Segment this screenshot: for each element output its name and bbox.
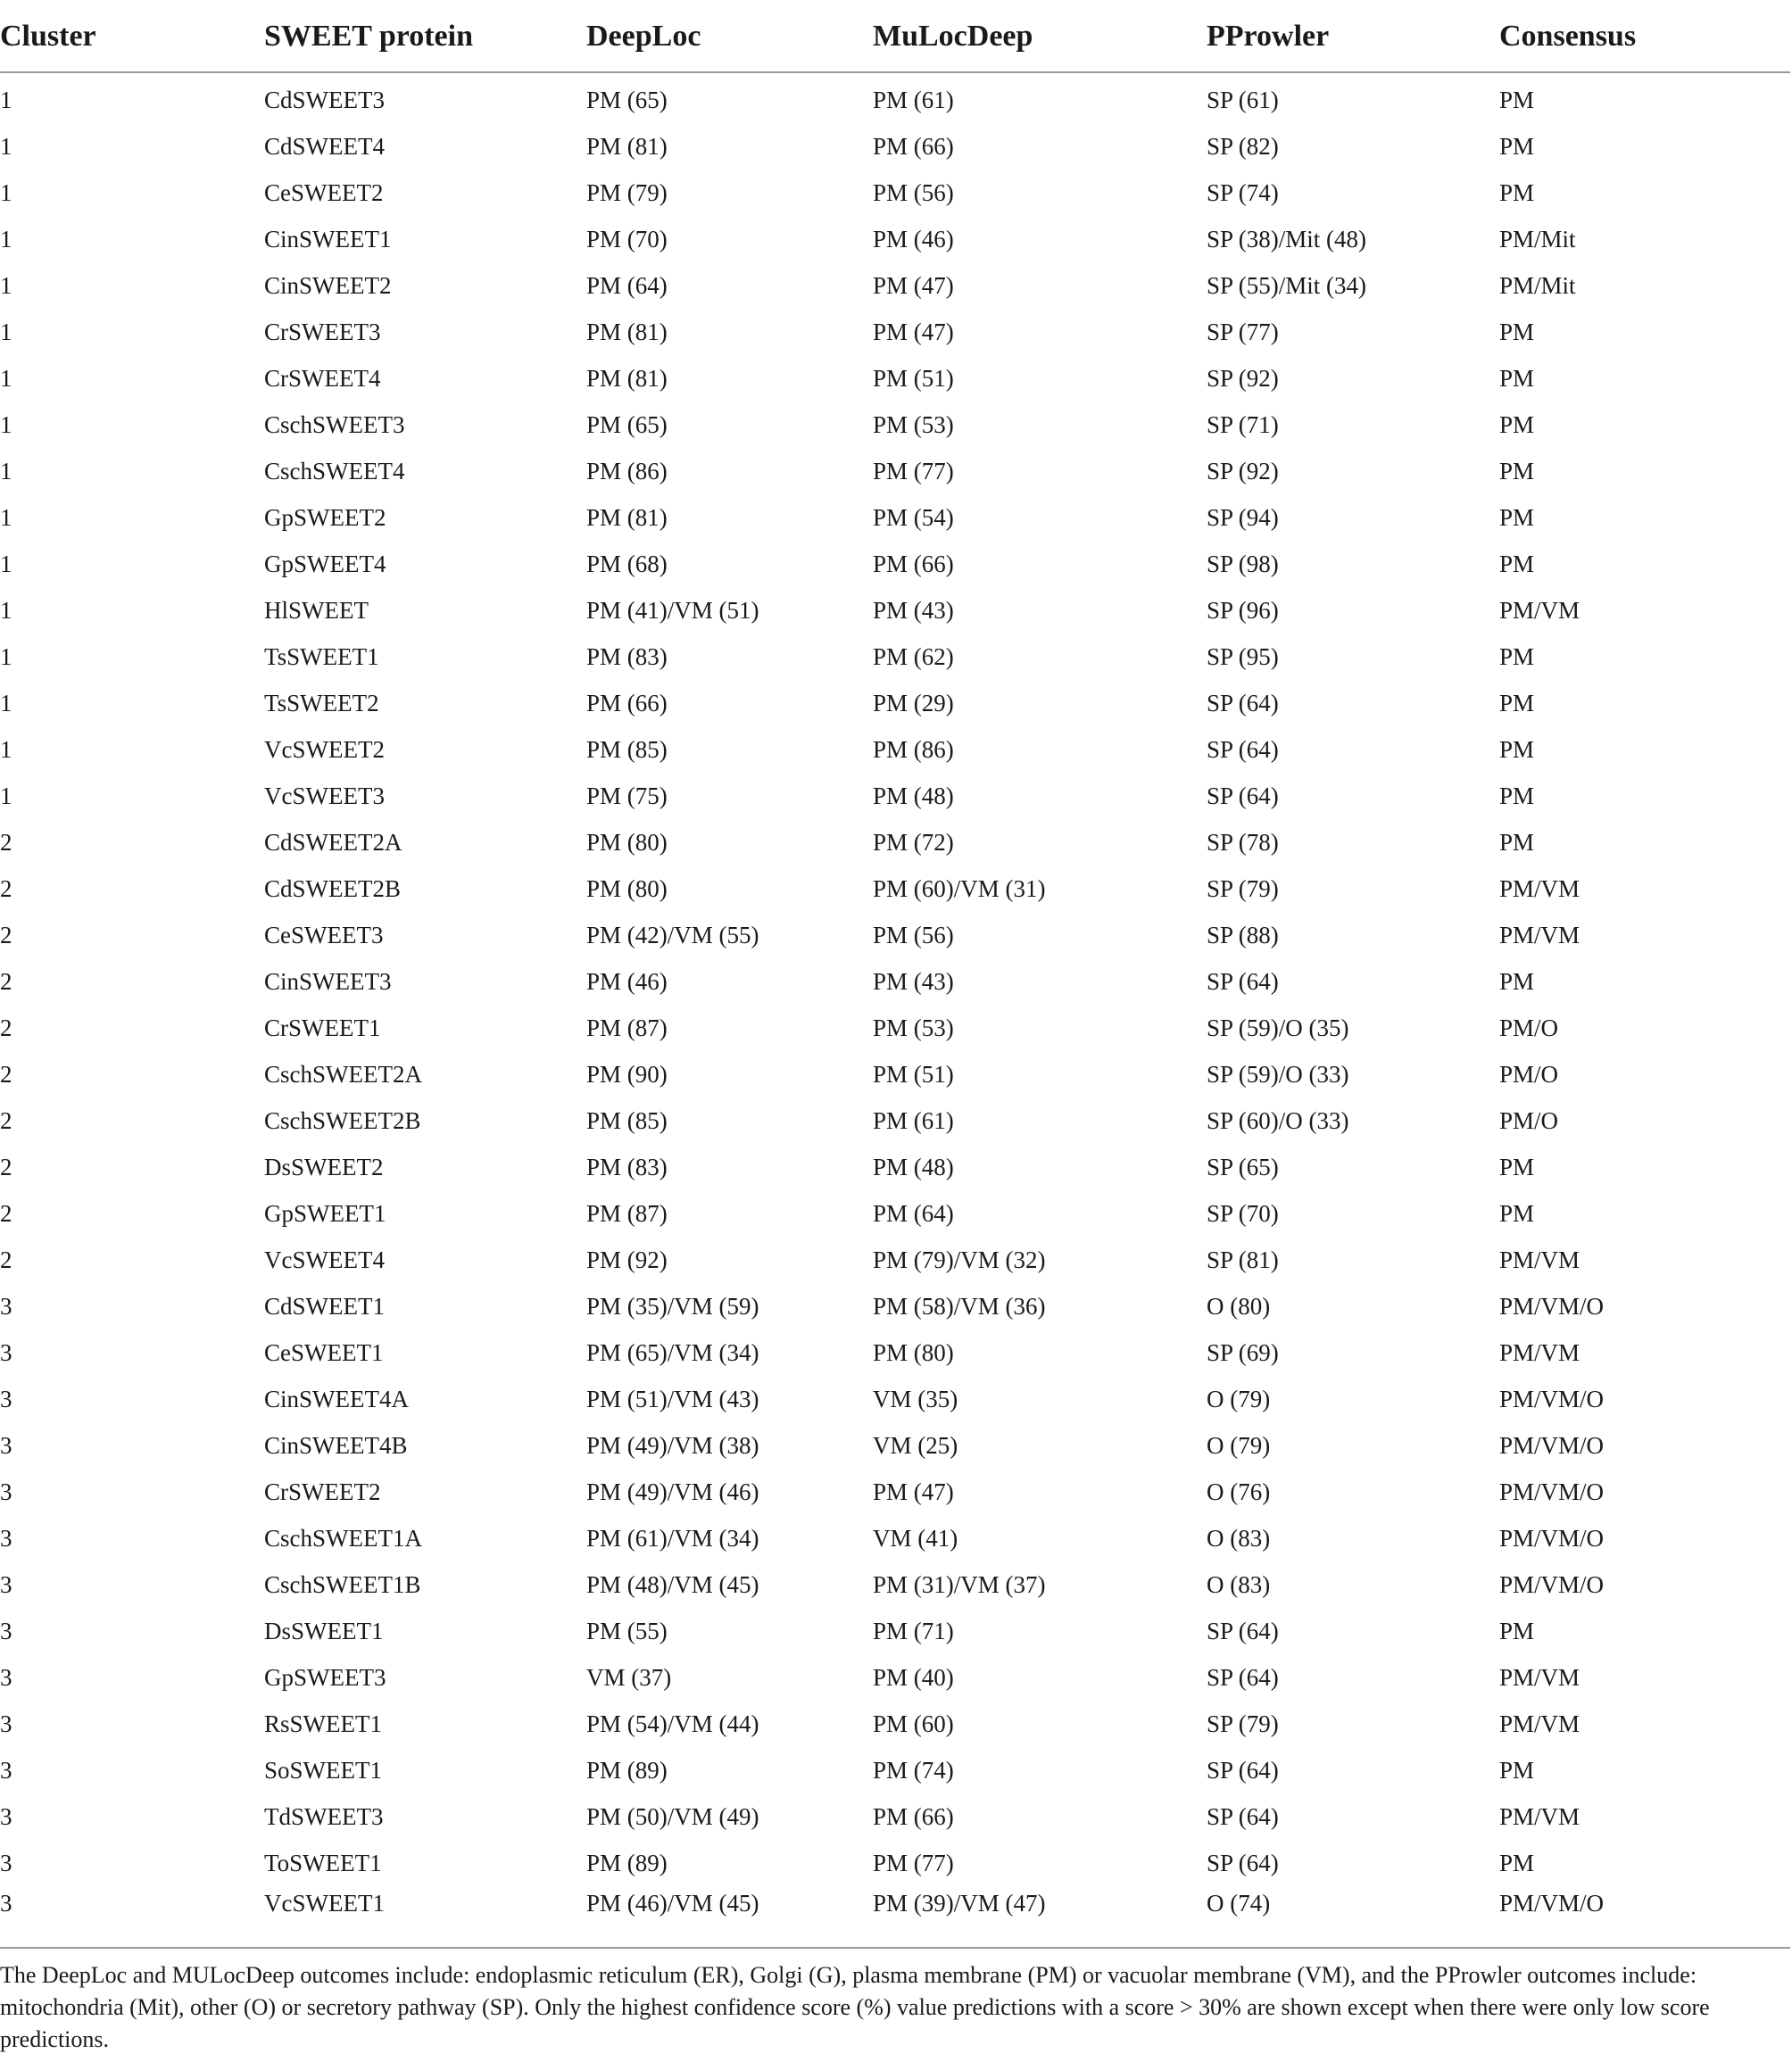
table-row bbox=[0, 1469, 1790, 1515]
pprowler-cell: SP (64) bbox=[1207, 1756, 1279, 1784]
mulocdeep-cell: PM (66) bbox=[873, 132, 954, 160]
cluster-cell: 3 bbox=[0, 1849, 12, 1876]
cluster-cell: 2 bbox=[0, 1153, 12, 1180]
deeploc-cell: PM (79) bbox=[586, 178, 668, 206]
mulocdeep-cell: PM (77) bbox=[873, 457, 954, 484]
table-row bbox=[0, 587, 1790, 634]
consensus-cell: PM/VM bbox=[1499, 1663, 1580, 1691]
cluster-cell: 3 bbox=[0, 1756, 12, 1784]
protein-cell: CschSWEET1A bbox=[264, 1524, 422, 1552]
protein-cell: DsSWEET2 bbox=[264, 1153, 384, 1180]
protein-cell: CdSWEET2B bbox=[264, 874, 401, 902]
protein-cell: TsSWEET1 bbox=[264, 642, 379, 670]
protein-cell: HlSWEET bbox=[264, 596, 369, 624]
table-row bbox=[0, 448, 1790, 494]
cluster-cell: 3 bbox=[0, 1802, 12, 1830]
mulocdeep-cell: PM (43) bbox=[873, 967, 954, 995]
mulocdeep-cell: PM (53) bbox=[873, 410, 954, 438]
mulocdeep-cell: PM (72) bbox=[873, 828, 954, 856]
deeploc-cell: PM (35)/VM (59) bbox=[586, 1292, 759, 1320]
cluster-cell: 3 bbox=[0, 1385, 12, 1412]
pprowler-cell: O (79) bbox=[1207, 1385, 1271, 1412]
protein-cell: CdSWEET1 bbox=[264, 1292, 385, 1320]
consensus-cell: PM bbox=[1499, 550, 1535, 577]
mulocdeep-cell: PM (56) bbox=[873, 178, 954, 206]
protein-cell: CinSWEET4A bbox=[264, 1385, 409, 1412]
mulocdeep-cell: PM (43) bbox=[873, 596, 954, 624]
deeploc-cell: PM (49)/VM (46) bbox=[586, 1478, 759, 1505]
cluster-cell: 1 bbox=[0, 364, 12, 392]
table-row bbox=[0, 494, 1790, 541]
mulocdeep-cell: PM (61) bbox=[873, 1106, 954, 1134]
deeploc-cell: PM (89) bbox=[586, 1849, 668, 1876]
deeploc-cell: PM (68) bbox=[586, 550, 668, 577]
pprowler-cell: SP (79) bbox=[1207, 1710, 1279, 1737]
consensus-cell: PM bbox=[1499, 1756, 1535, 1784]
protein-cell: GpSWEET1 bbox=[264, 1199, 386, 1227]
protein-cell: CeSWEET2 bbox=[264, 178, 384, 206]
header-cluster: Cluster bbox=[0, 9, 264, 72]
consensus-cell: PM bbox=[1499, 1849, 1535, 1876]
protein-cell: CrSWEET2 bbox=[264, 1478, 381, 1505]
pprowler-cell: SP (38)/Mit (48) bbox=[1207, 225, 1367, 253]
protein-cell: CschSWEET1B bbox=[264, 1570, 421, 1598]
consensus-cell: PM bbox=[1499, 642, 1535, 670]
table-row bbox=[0, 123, 1790, 170]
pprowler-cell: SP (59)/O (35) bbox=[1207, 1014, 1349, 1041]
table-row bbox=[0, 541, 1790, 587]
consensus-cell: PM/Mit bbox=[1499, 225, 1576, 253]
table-row bbox=[0, 1515, 1790, 1561]
protein-cell: CeSWEET1 bbox=[264, 1338, 384, 1366]
mulocdeep-cell: PM (54) bbox=[873, 503, 954, 531]
table-row bbox=[0, 309, 1790, 355]
deeploc-cell: PM (75) bbox=[586, 782, 668, 809]
protein-cell: CinSWEET1 bbox=[264, 225, 392, 253]
pprowler-cell: SP (94) bbox=[1207, 503, 1279, 531]
cluster-cell: 1 bbox=[0, 271, 12, 299]
deeploc-cell: PM (55) bbox=[586, 1617, 668, 1644]
protein-cell: VcSWEET1 bbox=[264, 1890, 385, 1917]
pprowler-cell: SP (59)/O (33) bbox=[1207, 1060, 1349, 1088]
deeploc-cell: PM (42)/VM (55) bbox=[586, 921, 759, 948]
consensus-cell: PM bbox=[1499, 782, 1535, 809]
pprowler-cell: SP (98) bbox=[1207, 550, 1279, 577]
deeploc-cell: PM (80) bbox=[586, 828, 668, 856]
protein-cell: TdSWEET3 bbox=[264, 1802, 384, 1830]
table-row bbox=[0, 72, 1790, 123]
mulocdeep-cell: PM (47) bbox=[873, 271, 954, 299]
cluster-cell: 2 bbox=[0, 874, 12, 902]
consensus-cell: PM/VM/O bbox=[1499, 1431, 1605, 1459]
mulocdeep-cell: PM (48) bbox=[873, 1153, 954, 1180]
consensus-cell: PM bbox=[1499, 318, 1535, 345]
pprowler-cell: SP (64) bbox=[1207, 1849, 1279, 1876]
deeploc-cell: PM (65) bbox=[586, 86, 668, 113]
cluster-cell: 3 bbox=[0, 1431, 12, 1459]
pprowler-cell: SP (81) bbox=[1207, 1246, 1279, 1273]
pprowler-cell: SP (77) bbox=[1207, 318, 1279, 345]
pprowler-cell: SP (64) bbox=[1207, 967, 1279, 995]
deeploc-cell: PM (80) bbox=[586, 874, 668, 902]
cluster-cell: 1 bbox=[0, 457, 12, 484]
table-bottom-rule bbox=[0, 1947, 1790, 1949]
deeploc-cell: PM (48)/VM (45) bbox=[586, 1570, 759, 1598]
cluster-cell: 1 bbox=[0, 410, 12, 438]
mulocdeep-cell: PM (46) bbox=[873, 225, 954, 253]
mulocdeep-cell: VM (25) bbox=[873, 1431, 958, 1459]
mulocdeep-cell: PM (62) bbox=[873, 642, 954, 670]
pprowler-cell: SP (65) bbox=[1207, 1153, 1279, 1180]
deeploc-cell: PM (89) bbox=[586, 1756, 668, 1784]
pprowler-cell: SP (96) bbox=[1207, 596, 1279, 624]
mulocdeep-cell: PM (58)/VM (36) bbox=[873, 1292, 1046, 1320]
mulocdeep-cell: PM (60) bbox=[873, 1710, 954, 1737]
table-row bbox=[0, 1561, 1790, 1608]
consensus-cell: PM/VM bbox=[1499, 1246, 1580, 1273]
table-row bbox=[0, 634, 1790, 680]
cluster-cell: 3 bbox=[0, 1524, 12, 1552]
protein-cell: CrSWEET4 bbox=[264, 364, 381, 392]
table-row bbox=[0, 958, 1790, 1005]
cluster-cell: 1 bbox=[0, 178, 12, 206]
cluster-cell: 1 bbox=[0, 782, 12, 809]
mulocdeep-cell: PM (71) bbox=[873, 1617, 954, 1644]
consensus-cell: PM/VM bbox=[1499, 921, 1580, 948]
pprowler-cell: O (80) bbox=[1207, 1292, 1271, 1320]
cluster-cell: 1 bbox=[0, 86, 12, 113]
deeploc-cell: PM (41)/VM (51) bbox=[586, 596, 759, 624]
deeploc-cell: PM (86) bbox=[586, 457, 668, 484]
mulocdeep-cell: PM (51) bbox=[873, 1060, 954, 1088]
table-row bbox=[0, 726, 1790, 773]
deeploc-cell: PM (87) bbox=[586, 1014, 668, 1041]
deeploc-cell: PM (65) bbox=[586, 410, 668, 438]
consensus-cell: PM/VM/O bbox=[1499, 1570, 1605, 1598]
table-body bbox=[0, 72, 1790, 1945]
protein-cell: GpSWEET2 bbox=[264, 503, 386, 531]
consensus-cell: PM/VM/O bbox=[1499, 1292, 1605, 1320]
consensus-cell: PM bbox=[1499, 1199, 1535, 1227]
protein-cell: CrSWEET1 bbox=[264, 1014, 381, 1041]
deeploc-cell: PM (87) bbox=[586, 1199, 668, 1227]
table-row bbox=[0, 1701, 1790, 1747]
header-deeploc: DeepLoc bbox=[586, 9, 873, 72]
consensus-cell: PM/VM bbox=[1499, 1710, 1580, 1737]
pprowler-cell: SP (64) bbox=[1207, 1617, 1279, 1644]
mulocdeep-cell: PM (47) bbox=[873, 1478, 954, 1505]
pprowler-cell: O (74) bbox=[1207, 1890, 1271, 1917]
header-pprowler: PProwler bbox=[1207, 9, 1499, 72]
table-row bbox=[0, 865, 1790, 912]
mulocdeep-cell: PM (74) bbox=[873, 1756, 954, 1784]
consensus-cell: PM/O bbox=[1499, 1106, 1559, 1134]
deeploc-cell: VM (37) bbox=[586, 1663, 672, 1691]
table-row bbox=[0, 1005, 1790, 1051]
protein-cell: CinSWEET2 bbox=[264, 271, 392, 299]
mulocdeep-cell: PM (86) bbox=[873, 735, 954, 763]
header-consensus: Consensus bbox=[1499, 9, 1790, 72]
cluster-cell: 1 bbox=[0, 735, 12, 763]
consensus-cell: PM bbox=[1499, 86, 1535, 113]
mulocdeep-cell: PM (66) bbox=[873, 1802, 954, 1830]
cluster-cell: 1 bbox=[0, 596, 12, 624]
table-row bbox=[0, 1283, 1790, 1329]
protein-cell: CschSWEET4 bbox=[264, 457, 405, 484]
mulocdeep-cell: PM (39)/VM (47) bbox=[873, 1890, 1046, 1917]
cluster-cell: 1 bbox=[0, 225, 12, 253]
mulocdeep-cell: PM (64) bbox=[873, 1199, 954, 1227]
deeploc-cell: PM (81) bbox=[586, 318, 668, 345]
mulocdeep-cell: PM (79)/VM (32) bbox=[873, 1246, 1046, 1273]
protein-cell: VcSWEET3 bbox=[264, 782, 385, 809]
protein-cell: GpSWEET3 bbox=[264, 1663, 386, 1691]
consensus-cell: PM/VM bbox=[1499, 596, 1580, 624]
protein-cell: CdSWEET4 bbox=[264, 132, 385, 160]
pprowler-cell: O (83) bbox=[1207, 1524, 1271, 1552]
consensus-cell: PM/VM/O bbox=[1499, 1890, 1605, 1917]
cluster-cell: 3 bbox=[0, 1292, 12, 1320]
consensus-cell: PM/VM bbox=[1499, 1338, 1580, 1366]
table-row bbox=[0, 1886, 1790, 1945]
deeploc-cell: PM (81) bbox=[586, 503, 668, 531]
deeploc-cell: PM (92) bbox=[586, 1246, 668, 1273]
deeploc-cell: PM (46) bbox=[586, 967, 668, 995]
pprowler-cell: SP (60)/O (33) bbox=[1207, 1106, 1349, 1134]
pprowler-cell: O (79) bbox=[1207, 1431, 1271, 1459]
protein-cell: CinSWEET3 bbox=[264, 967, 392, 995]
protein-cell: CdSWEET2A bbox=[264, 828, 402, 856]
cluster-cell: 2 bbox=[0, 967, 12, 995]
table-row bbox=[0, 1747, 1790, 1793]
protein-cell: SoSWEET1 bbox=[264, 1756, 382, 1784]
table-row bbox=[0, 819, 1790, 865]
pprowler-cell: SP (70) bbox=[1207, 1199, 1279, 1227]
deeploc-cell: PM (54)/VM (44) bbox=[586, 1710, 759, 1737]
table-row bbox=[0, 1237, 1790, 1283]
pprowler-cell: O (83) bbox=[1207, 1570, 1271, 1598]
deeploc-cell: PM (46)/VM (45) bbox=[586, 1890, 759, 1917]
table-row bbox=[0, 1190, 1790, 1237]
consensus-cell: PM bbox=[1499, 735, 1535, 763]
cluster-cell: 3 bbox=[0, 1338, 12, 1366]
table-row bbox=[0, 1654, 1790, 1701]
pprowler-cell: SP (69) bbox=[1207, 1338, 1279, 1366]
pprowler-cell: SP (82) bbox=[1207, 132, 1279, 160]
protein-cell: RsSWEET1 bbox=[264, 1710, 382, 1737]
table-footnote: The DeepLoc and MULocDeep outcomes include: endoplasmic reticulum (ER), Golgi (G), plasma membrane (PM) or vacuolar membrane (VM), and the PProwler outcomes include: mitochondria (Mit), other (O) or secretory pathway (SP). Only the highest confidence score (%) value predictions with a score > 30% are shown except when there were only low score predictions. bbox=[0, 1962, 1710, 2052]
table-row bbox=[0, 1051, 1790, 1097]
table-row bbox=[0, 402, 1790, 448]
consensus-cell: PM bbox=[1499, 364, 1535, 392]
protein-cell: VcSWEET2 bbox=[264, 735, 385, 763]
consensus-cell: PM bbox=[1499, 410, 1535, 438]
consensus-cell: PM bbox=[1499, 132, 1535, 160]
table-row bbox=[0, 262, 1790, 309]
protein-cell: CschSWEET3 bbox=[264, 410, 405, 438]
cluster-cell: 3 bbox=[0, 1570, 12, 1598]
mulocdeep-cell: PM (61) bbox=[873, 86, 954, 113]
protein-cell: CdSWEET3 bbox=[264, 86, 385, 113]
cluster-cell: 1 bbox=[0, 318, 12, 345]
cluster-cell: 2 bbox=[0, 1199, 12, 1227]
deeploc-cell: PM (66) bbox=[586, 689, 668, 716]
protein-cell: CrSWEET3 bbox=[264, 318, 381, 345]
pprowler-cell: SP (55)/Mit (34) bbox=[1207, 271, 1367, 299]
table-row bbox=[0, 1422, 1790, 1469]
consensus-cell: PM bbox=[1499, 828, 1535, 856]
consensus-cell: PM/VM bbox=[1499, 1802, 1580, 1830]
table-row bbox=[0, 1376, 1790, 1422]
consensus-cell: PM bbox=[1499, 457, 1535, 484]
mulocdeep-cell: PM (80) bbox=[873, 1338, 954, 1366]
pprowler-cell: SP (74) bbox=[1207, 178, 1279, 206]
protein-cell: CinSWEET4B bbox=[264, 1431, 408, 1459]
mulocdeep-cell: PM (29) bbox=[873, 689, 954, 716]
pprowler-cell: SP (64) bbox=[1207, 735, 1279, 763]
cluster-cell: 1 bbox=[0, 642, 12, 670]
protein-cell: CschSWEET2B bbox=[264, 1106, 421, 1134]
consensus-cell: PM/VM/O bbox=[1499, 1524, 1605, 1552]
deeploc-cell: PM (85) bbox=[586, 1106, 668, 1134]
table-row bbox=[0, 1144, 1790, 1190]
pprowler-cell: SP (64) bbox=[1207, 782, 1279, 809]
mulocdeep-cell: PM (47) bbox=[873, 318, 954, 345]
cluster-cell: 2 bbox=[0, 1106, 12, 1134]
cluster-cell: 2 bbox=[0, 1246, 12, 1273]
table-row bbox=[0, 1840, 1790, 1886]
consensus-cell: PM/O bbox=[1499, 1060, 1559, 1088]
deeploc-cell: PM (83) bbox=[586, 642, 668, 670]
cluster-cell: 3 bbox=[0, 1710, 12, 1737]
protein-cell: VcSWEET4 bbox=[264, 1246, 385, 1273]
localization-table bbox=[0, 9, 1790, 1945]
pprowler-cell: SP (88) bbox=[1207, 921, 1279, 948]
deeploc-cell: PM (83) bbox=[586, 1153, 668, 1180]
deeploc-cell: PM (49)/VM (38) bbox=[586, 1431, 759, 1459]
protein-cell: CeSWEET3 bbox=[264, 921, 384, 948]
table-row bbox=[0, 216, 1790, 262]
header-row bbox=[0, 9, 1790, 72]
mulocdeep-cell: PM (48) bbox=[873, 782, 954, 809]
deeploc-cell: PM (65)/VM (34) bbox=[586, 1338, 759, 1366]
deeploc-cell: PM (85) bbox=[586, 735, 668, 763]
cluster-cell: 1 bbox=[0, 550, 12, 577]
mulocdeep-cell: PM (77) bbox=[873, 1849, 954, 1876]
protein-cell: GpSWEET4 bbox=[264, 550, 386, 577]
cluster-cell: 3 bbox=[0, 1890, 12, 1917]
consensus-cell: PM bbox=[1499, 178, 1535, 206]
cluster-cell: 1 bbox=[0, 503, 12, 531]
pprowler-cell: SP (71) bbox=[1207, 410, 1279, 438]
mulocdeep-cell: PM (60)/VM (31) bbox=[873, 874, 1046, 902]
cluster-cell: 1 bbox=[0, 689, 12, 716]
mulocdeep-cell: PM (40) bbox=[873, 1663, 954, 1691]
pprowler-cell: SP (64) bbox=[1207, 1802, 1279, 1830]
deeploc-cell: PM (81) bbox=[586, 364, 668, 392]
consensus-cell: PM bbox=[1499, 503, 1535, 531]
table-header bbox=[0, 9, 1790, 72]
deeploc-cell: PM (50)/VM (49) bbox=[586, 1802, 759, 1830]
table-row bbox=[0, 1608, 1790, 1654]
table-row bbox=[0, 1329, 1790, 1376]
table-row bbox=[0, 170, 1790, 216]
consensus-cell: PM/VM bbox=[1499, 874, 1580, 902]
cluster-cell: 3 bbox=[0, 1617, 12, 1644]
pprowler-cell: SP (64) bbox=[1207, 689, 1279, 716]
protein-cell: DsSWEET1 bbox=[264, 1617, 384, 1644]
table-row bbox=[0, 355, 1790, 402]
mulocdeep-cell: VM (35) bbox=[873, 1385, 958, 1412]
mulocdeep-cell: PM (51) bbox=[873, 364, 954, 392]
cluster-cell: 2 bbox=[0, 828, 12, 856]
mulocdeep-cell: PM (31)/VM (37) bbox=[873, 1570, 1046, 1598]
consensus-cell: PM bbox=[1499, 1153, 1535, 1180]
deeploc-cell: PM (70) bbox=[586, 225, 668, 253]
cluster-cell: 3 bbox=[0, 1663, 12, 1691]
cluster-cell: 2 bbox=[0, 1060, 12, 1088]
protein-cell: TsSWEET2 bbox=[264, 689, 379, 716]
protein-cell: CschSWEET2A bbox=[264, 1060, 422, 1088]
consensus-cell: PM/O bbox=[1499, 1014, 1559, 1041]
consensus-cell: PM/Mit bbox=[1499, 271, 1576, 299]
consensus-cell: PM/VM/O bbox=[1499, 1385, 1605, 1412]
deeploc-cell: PM (61)/VM (34) bbox=[586, 1524, 759, 1552]
deeploc-cell: PM (64) bbox=[586, 271, 668, 299]
cluster-cell: 2 bbox=[0, 1014, 12, 1041]
header-sweet-protein: SWEET protein bbox=[264, 9, 586, 72]
table-row bbox=[0, 912, 1790, 958]
pprowler-cell: SP (95) bbox=[1207, 642, 1279, 670]
mulocdeep-cell: PM (53) bbox=[873, 1014, 954, 1041]
cluster-cell: 2 bbox=[0, 921, 12, 948]
header-mulocdeep: MuLocDeep bbox=[873, 9, 1207, 72]
table-row bbox=[0, 1097, 1790, 1144]
pprowler-cell: SP (64) bbox=[1207, 1663, 1279, 1691]
pprowler-cell: SP (79) bbox=[1207, 874, 1279, 902]
cluster-cell: 3 bbox=[0, 1478, 12, 1505]
pprowler-cell: SP (78) bbox=[1207, 828, 1279, 856]
pprowler-cell: SP (92) bbox=[1207, 364, 1279, 392]
consensus-cell: PM bbox=[1499, 689, 1535, 716]
deeploc-cell: PM (81) bbox=[586, 132, 668, 160]
pprowler-cell: SP (61) bbox=[1207, 86, 1279, 113]
table-row bbox=[0, 773, 1790, 819]
pprowler-cell: O (76) bbox=[1207, 1478, 1271, 1505]
mulocdeep-cell: VM (41) bbox=[873, 1524, 958, 1552]
consensus-cell: PM bbox=[1499, 967, 1535, 995]
cluster-cell: 1 bbox=[0, 132, 12, 160]
consensus-cell: PM/VM/O bbox=[1499, 1478, 1605, 1505]
table-row bbox=[0, 1793, 1790, 1840]
consensus-cell: PM bbox=[1499, 1617, 1535, 1644]
deeploc-cell: PM (90) bbox=[586, 1060, 668, 1088]
mulocdeep-cell: PM (66) bbox=[873, 550, 954, 577]
table-row bbox=[0, 680, 1790, 726]
mulocdeep-cell: PM (56) bbox=[873, 921, 954, 948]
deeploc-cell: PM (51)/VM (43) bbox=[586, 1385, 759, 1412]
protein-cell: ToSWEET1 bbox=[264, 1849, 382, 1876]
pprowler-cell: SP (92) bbox=[1207, 457, 1279, 484]
